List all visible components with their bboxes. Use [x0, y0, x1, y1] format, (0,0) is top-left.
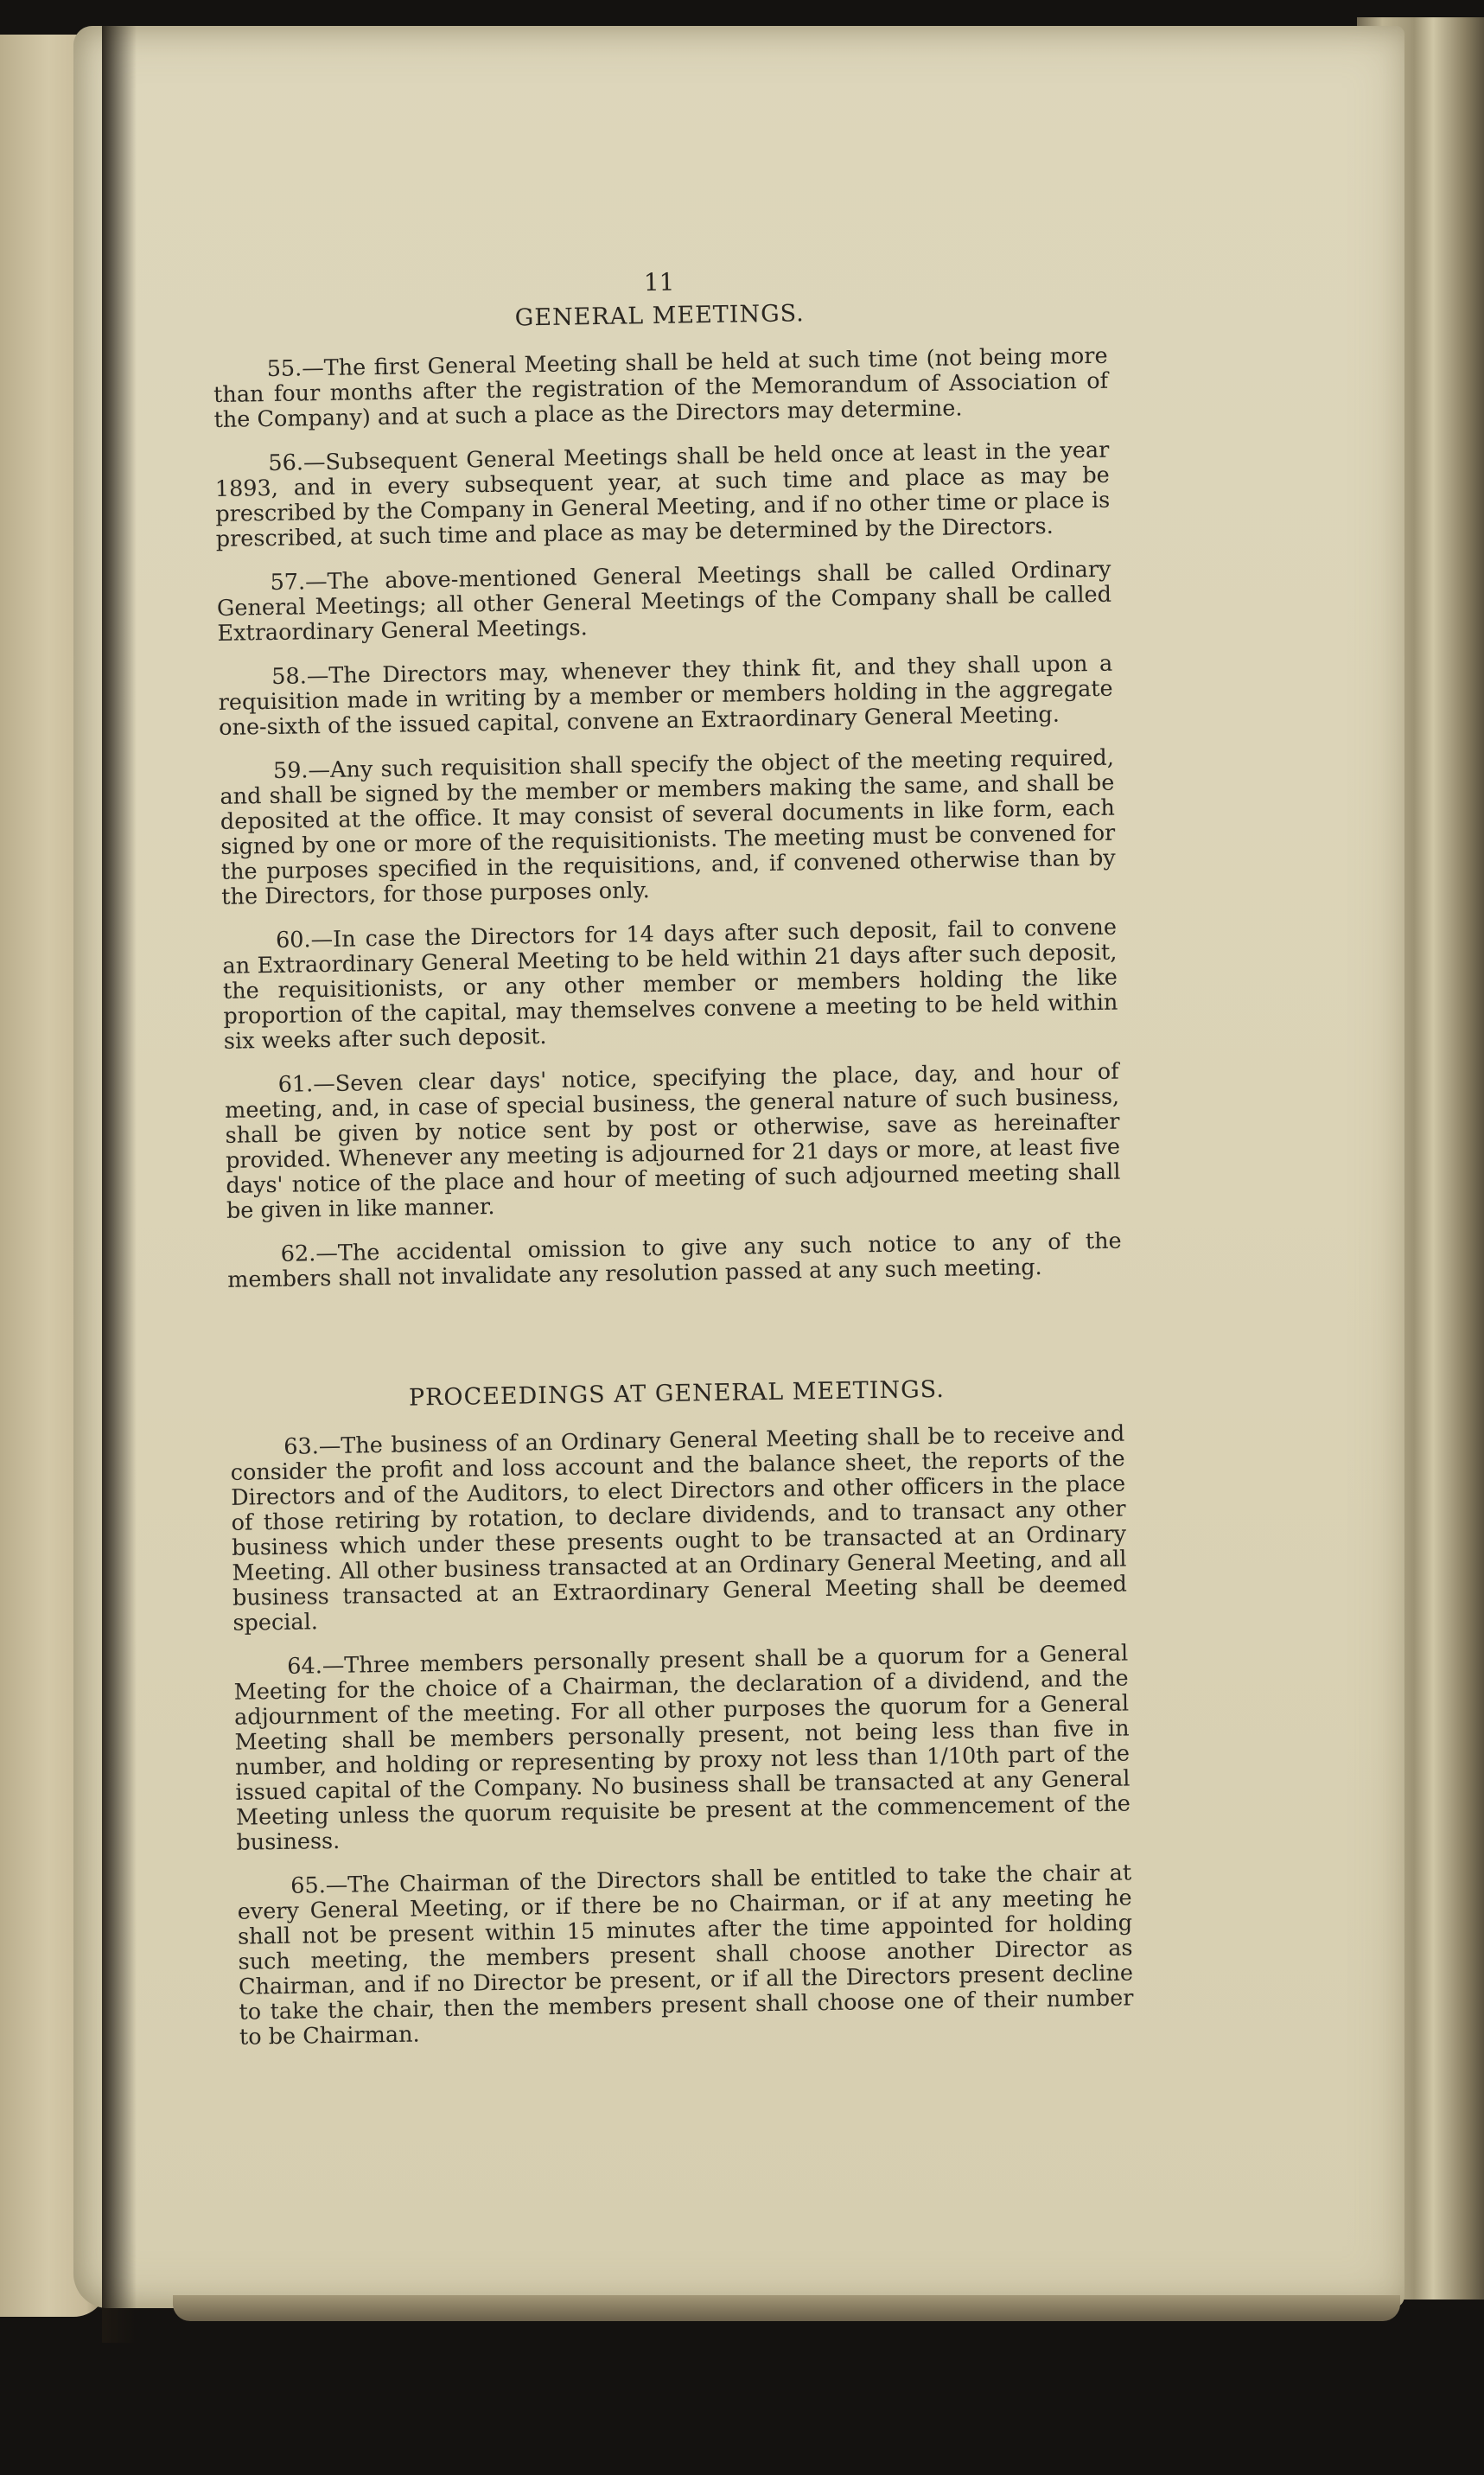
clause-63: 63.—The business of an Ordinary General Meeting shall be to receive and consider the profit and loss account and the balance sheet, the reports of the Directors and of the Auditors, to elect Directors and other officers in the place of those retiring by rotation, to declare dividends, and to transact any other business which under these presents ought to be transacted at an Ordinary Meeting. All other business transacted at an Ordinary General Meeting, and all business transacted at an Extraordinary General Meeting shall be deemed special.: [230, 1420, 1128, 1636]
clause-60: 60.—In case the Directors for 14 days after such deposit, fail to convene an Extraordinary General Meeting to be held within 21 days after such deposit, the requisitionists, or any other member or members holding the like proportion of the capital, may themselves convene a meeting to be held within six weeks after such deposit.: [222, 914, 1118, 1055]
page-content: [212, 263, 1134, 2070]
clause-58: 58.—The Directors may, whenever they think fit, and they shall upon a requisition made in writing by a member or members holding in the aggregate one-sixth of the issued capital, convene an Extraordinary General Meeting.: [218, 650, 1113, 741]
page-number: 11: [643, 267, 675, 297]
clause-59: 59.—Any such requisition shall specify the object of the meeting required, and shall be signed by the member or members making the same, and shall be deposited at the office. It may consist of several documents in like form, each signed by one or more of the requisitionists. The meeting must be convened for the purposes specified in the requisitions, and, if convened otherwise than by the Directors, for those purposes only.: [220, 744, 1116, 910]
clause-57: 57.—The above-mentioned General Meetings shall be called Ordinary General Meetings; all other General Meetings of the Company shall be called Extraordinary General Meetings.: [216, 556, 1112, 647]
section-heading-general-meetings: GENERAL MEETINGS.: [514, 300, 805, 332]
clause-56: 56.—Subsequent General Meetings shall be held once at least in the year 1893, and in every subsequent year, at such time and place as may be prescribed by the Company in General Meeting, and if no other time or place is prescribed, at such time and place as may be determined by the Directors.: [214, 437, 1111, 552]
section-heading-proceedings: PROCEEDINGS AT GENERAL MEETINGS.: [408, 1375, 946, 1412]
clause-64: 64.—Three members personally present shall be a quorum for a General Meeting for the choice of a Chairman, the declaration of a dividend, and the adjournment of the meeting. For all other purposes the quorum for a General Meeting shall be members personally present, not being less than five in number, and holding or representing by proxy not less than 1/10th part of the issued capital of the Company. No business shall be transacted at any General Meeting unless the quorum requisite be present at the commencement of the business.: [233, 1640, 1131, 1856]
clause-65: 65.—The Chairman of the Directors shall be entitled to take the chair at every General Meeting, or if there be no Chairman, or if at any meeting he shall not be present within 15 minutes after the time appointed for holding such meeting, the members present shall choose another Director as Chairman, and if no Director be present, or if all the Directors present decline to take the chair, then the members present shall choose one of their number to be Chairman.: [237, 1859, 1134, 2051]
clause-62: 62.—The accidental omission to give any such notice to any of the members shall not invalidate any resolution passed at any such meeting.: [227, 1228, 1122, 1293]
clause-55: 55.—The first General Meeting shall be held at such time (not being more than four months after the registration of the Memorandum of Association of the Company) and at such a place as the Directors may determine.: [213, 342, 1109, 433]
page-bottom-edge: [173, 2295, 1400, 2321]
clause-61: 61.—Seven clear days' notice, specifying the place, day, and hour of meeting, and, in case of special business, the general nature of such business, shall be given by notice sent by post or otherwise, save as hereinafter provided. Whenever any meeting is adjourned for 21 days or more, at least five days' notice of the place and hour of meeting of such adjourned meeting shall be given in like manner.: [224, 1058, 1121, 1224]
spine-shadow: [102, 26, 137, 2343]
